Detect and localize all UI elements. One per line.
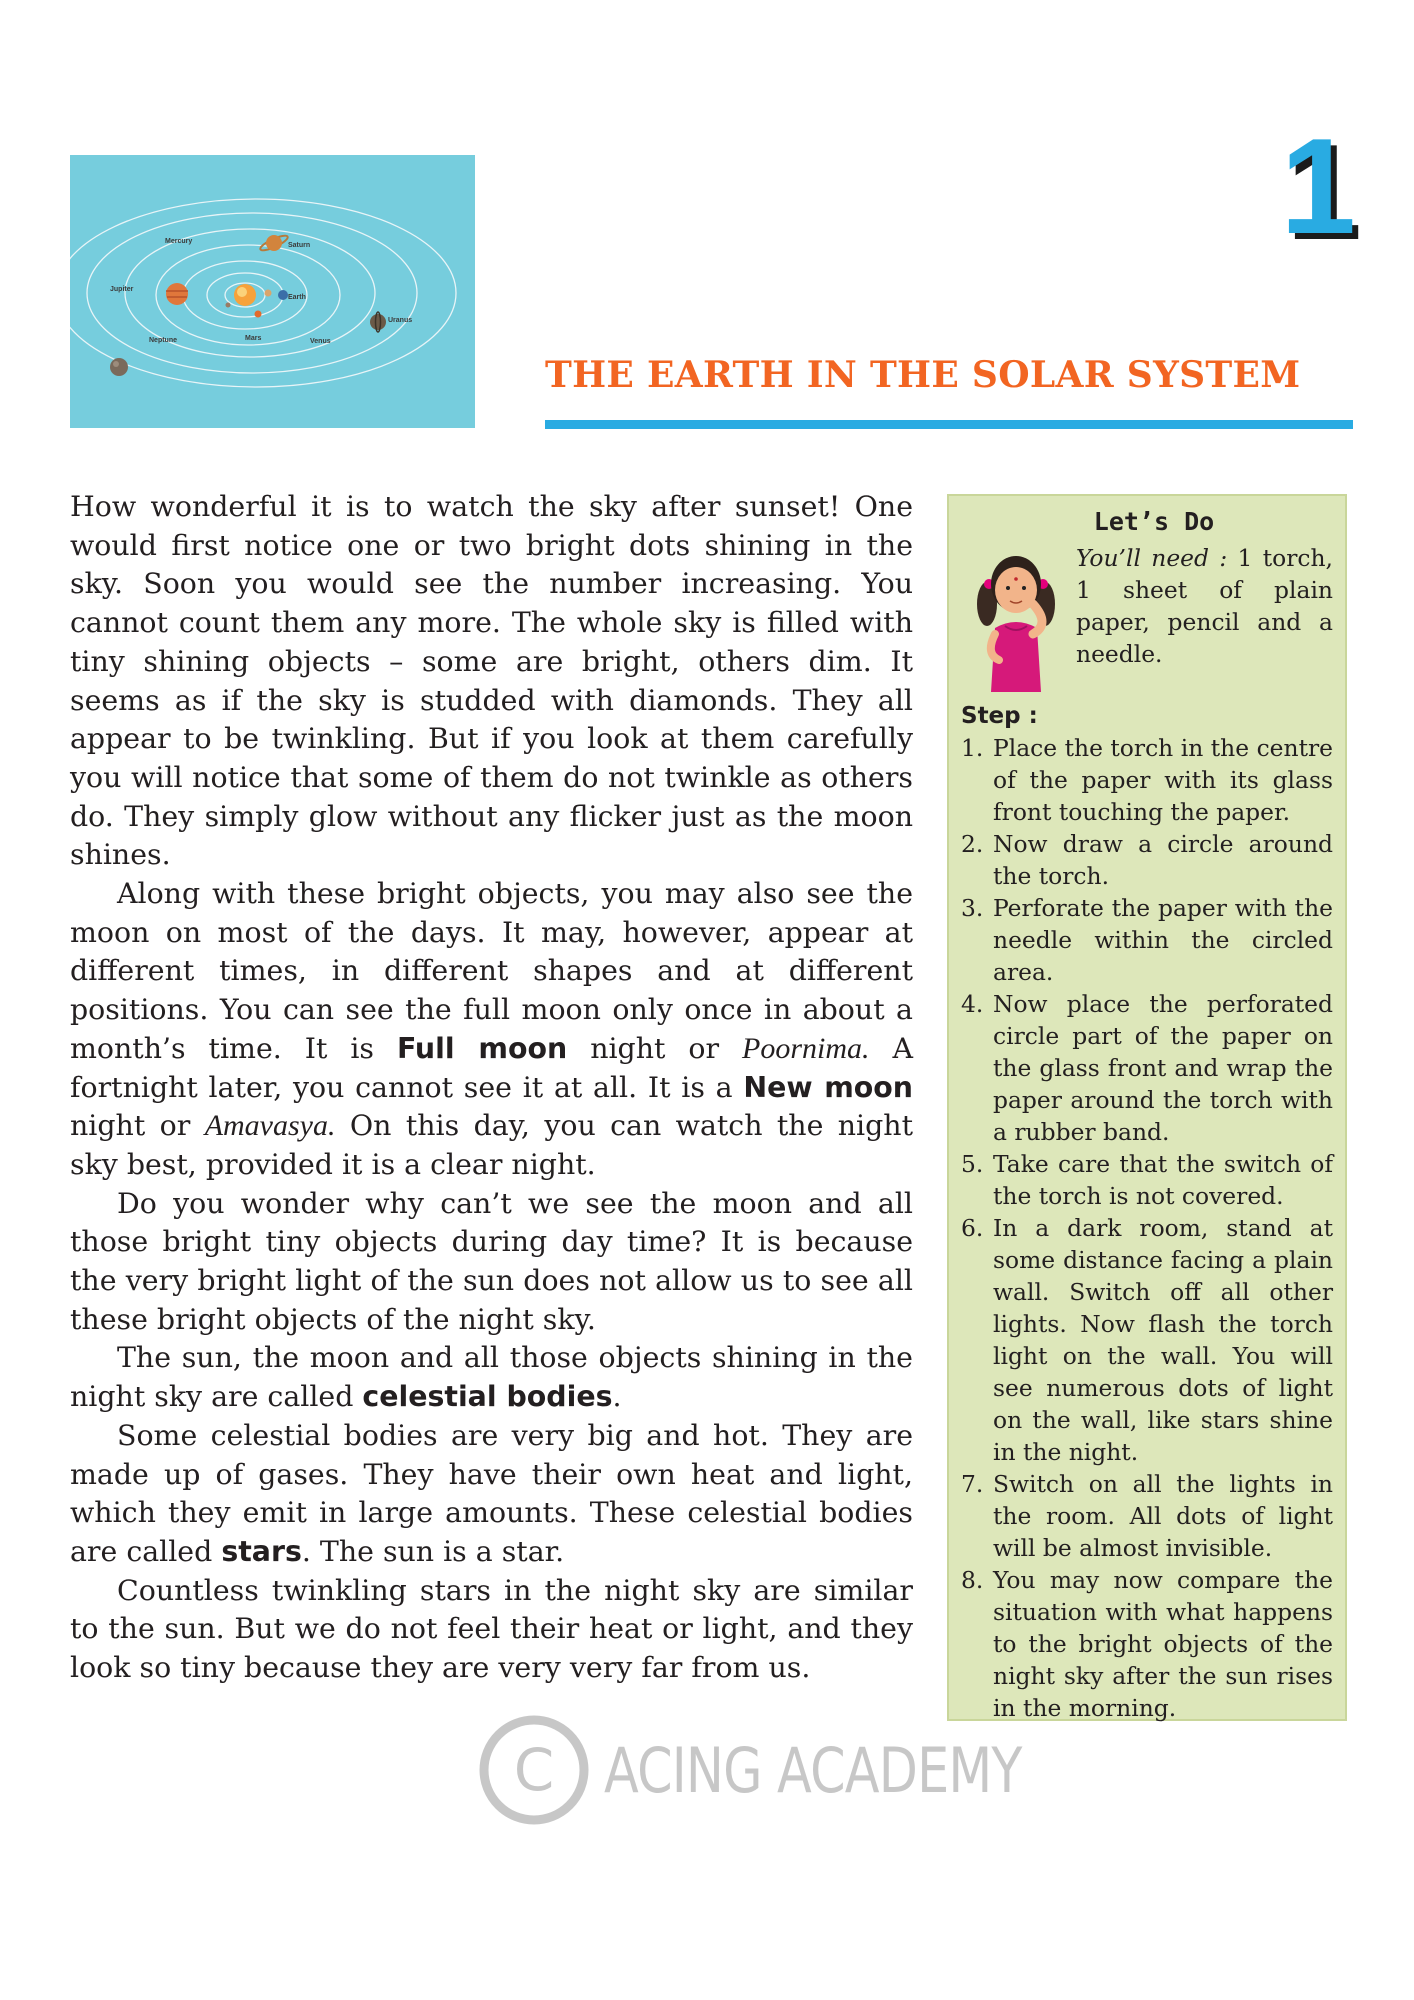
steps-list [961,732,1333,1724]
term-amavasya: Amavasya. [204,1109,336,1143]
term-stars: stars [221,1534,302,1568]
step-item: 6. In a dark room, stand at some distance facing a plain wall. Switch off all other lights. Now flash the torch light on the wall. You will see numerous dots of light on the wall, like stars shine in the night. [961,1214,1333,1466]
term-poornima: Poornima. [742,1031,870,1065]
main-text [70,488,913,1688]
step-item: 1. Place the torch in the centre of the paper with its glass front touching the paper. [961,734,1333,826]
step-item: 3. Perforate the paper with the needle within the circled area. [961,894,1333,986]
chapter-number: 1 [1280,110,1356,262]
materials-text: You’ll need : 1 torch, 1 sheet of plain paper, pencil and a needle. [1076,544,1333,668]
materials-section [961,542,1333,692]
planet-mercury-dot [226,303,231,308]
label-mars: Mars [245,335,262,342]
label-uranus: Uranus [388,317,413,324]
paragraph-3: Do you wonder why can’t we see the moon and all those bright tiny objects during day time? It is because the very bright light of the sun does not allow us to see all these bright objects of the night sky. [70,1186,913,1336]
activity-box [947,494,1347,1721]
step-item: 8. You may now compare the situation with what happens to the bright objects of the night sky after the sun rises in the morning. [961,1566,1333,1722]
need-label: You’ll need : [1076,544,1228,572]
watermark-text: ACING ACADEMY [604,1733,1022,1807]
planet-earth [278,290,288,300]
paragraph-4: The sun, the moon and all those objects shining in the night sky are called celestial bodies. [70,1341,913,1414]
paragraph-5: Some celestial bodies are very big and hot. They are made up of gases. They have their own heat and light, which they emit in large amounts. These celestial bodies are called stars. The sun is a star. [70,1418,913,1568]
term-full-moon: Full moon [396,1031,568,1065]
copyright-icon [478,1714,590,1826]
paragraph-1: How wonderful it is to watch the sky after sunset! One would first notice one or two bright dots shining in the sky. Soon you would see the number increasing. You cannot count them any more. The whole sky is filled with tiny shining objects – some are bright, others dim. It seems as if the sky is studded with diamonds. They all appear to be twinkling. But if you look at them carefully you will notice that some of them do not twinkle as others do. They simply glow without any flicker just as the moon shines. [70,490,913,872]
step-item: 4. Now place the perforated circle part of the paper on the glass front and wrap the paper around the torch with a rubber band. [961,990,1333,1146]
planet-uranus [370,314,386,330]
label-mercury: Mercury [165,238,193,245]
term-new-moon: New moon [743,1070,913,1104]
label-neptune: Neptune [149,337,177,344]
planet-neptune [110,358,128,376]
paragraph-6: Countless twinkling stars in the night sky are similar to the sun. But we do not feel their heat or light, and they look so tiny because they are very very far from us. [70,1573,913,1685]
label-earth: Earth [288,294,306,301]
step-item: 5. Take care that the switch of the torch is not covered. [961,1150,1333,1210]
step-label: Step : [961,703,1038,729]
step-item: 2. Now draw a circle around the torch. [961,830,1333,890]
term-celestial-bodies: celestial bodies [362,1380,613,1414]
label-venus: Venus [310,338,331,345]
paragraph-2: Along with these bright objects, you may also see the moon on most of the days. It may, however, appear at different times, in different shapes and at different positions. You can see the full moon only once in about a month’s time. It is Full moon night or Poornima. A fortnight later, you cannot see it at all. It is a New moon night or Amavasya. On this day, you can watch the night sky best, provided it is a clear night. [70,877,913,1181]
label-jupiter: Jupiter [110,286,134,293]
planet-venus [265,290,272,297]
copyright-symbol: C [513,1736,555,1804]
solar-system-illustration [70,155,475,428]
orbit-7 [70,199,456,387]
activity-heading: Let’s Do [1093,507,1215,536]
planet-saturn [266,235,282,251]
planet-mars [255,311,262,318]
title-underline [545,420,1353,429]
label-saturn: Saturn [288,242,311,249]
step-item: 7. Switch on all the lights in the room. All dots of light will be almost invisible. [961,1470,1333,1562]
watermark [478,1714,1113,1826]
planet-jupiter [166,283,188,305]
chapter-title: THE EARTH IN THE SOLAR SYSTEM [545,354,1301,396]
girl-illustration [961,542,1069,692]
